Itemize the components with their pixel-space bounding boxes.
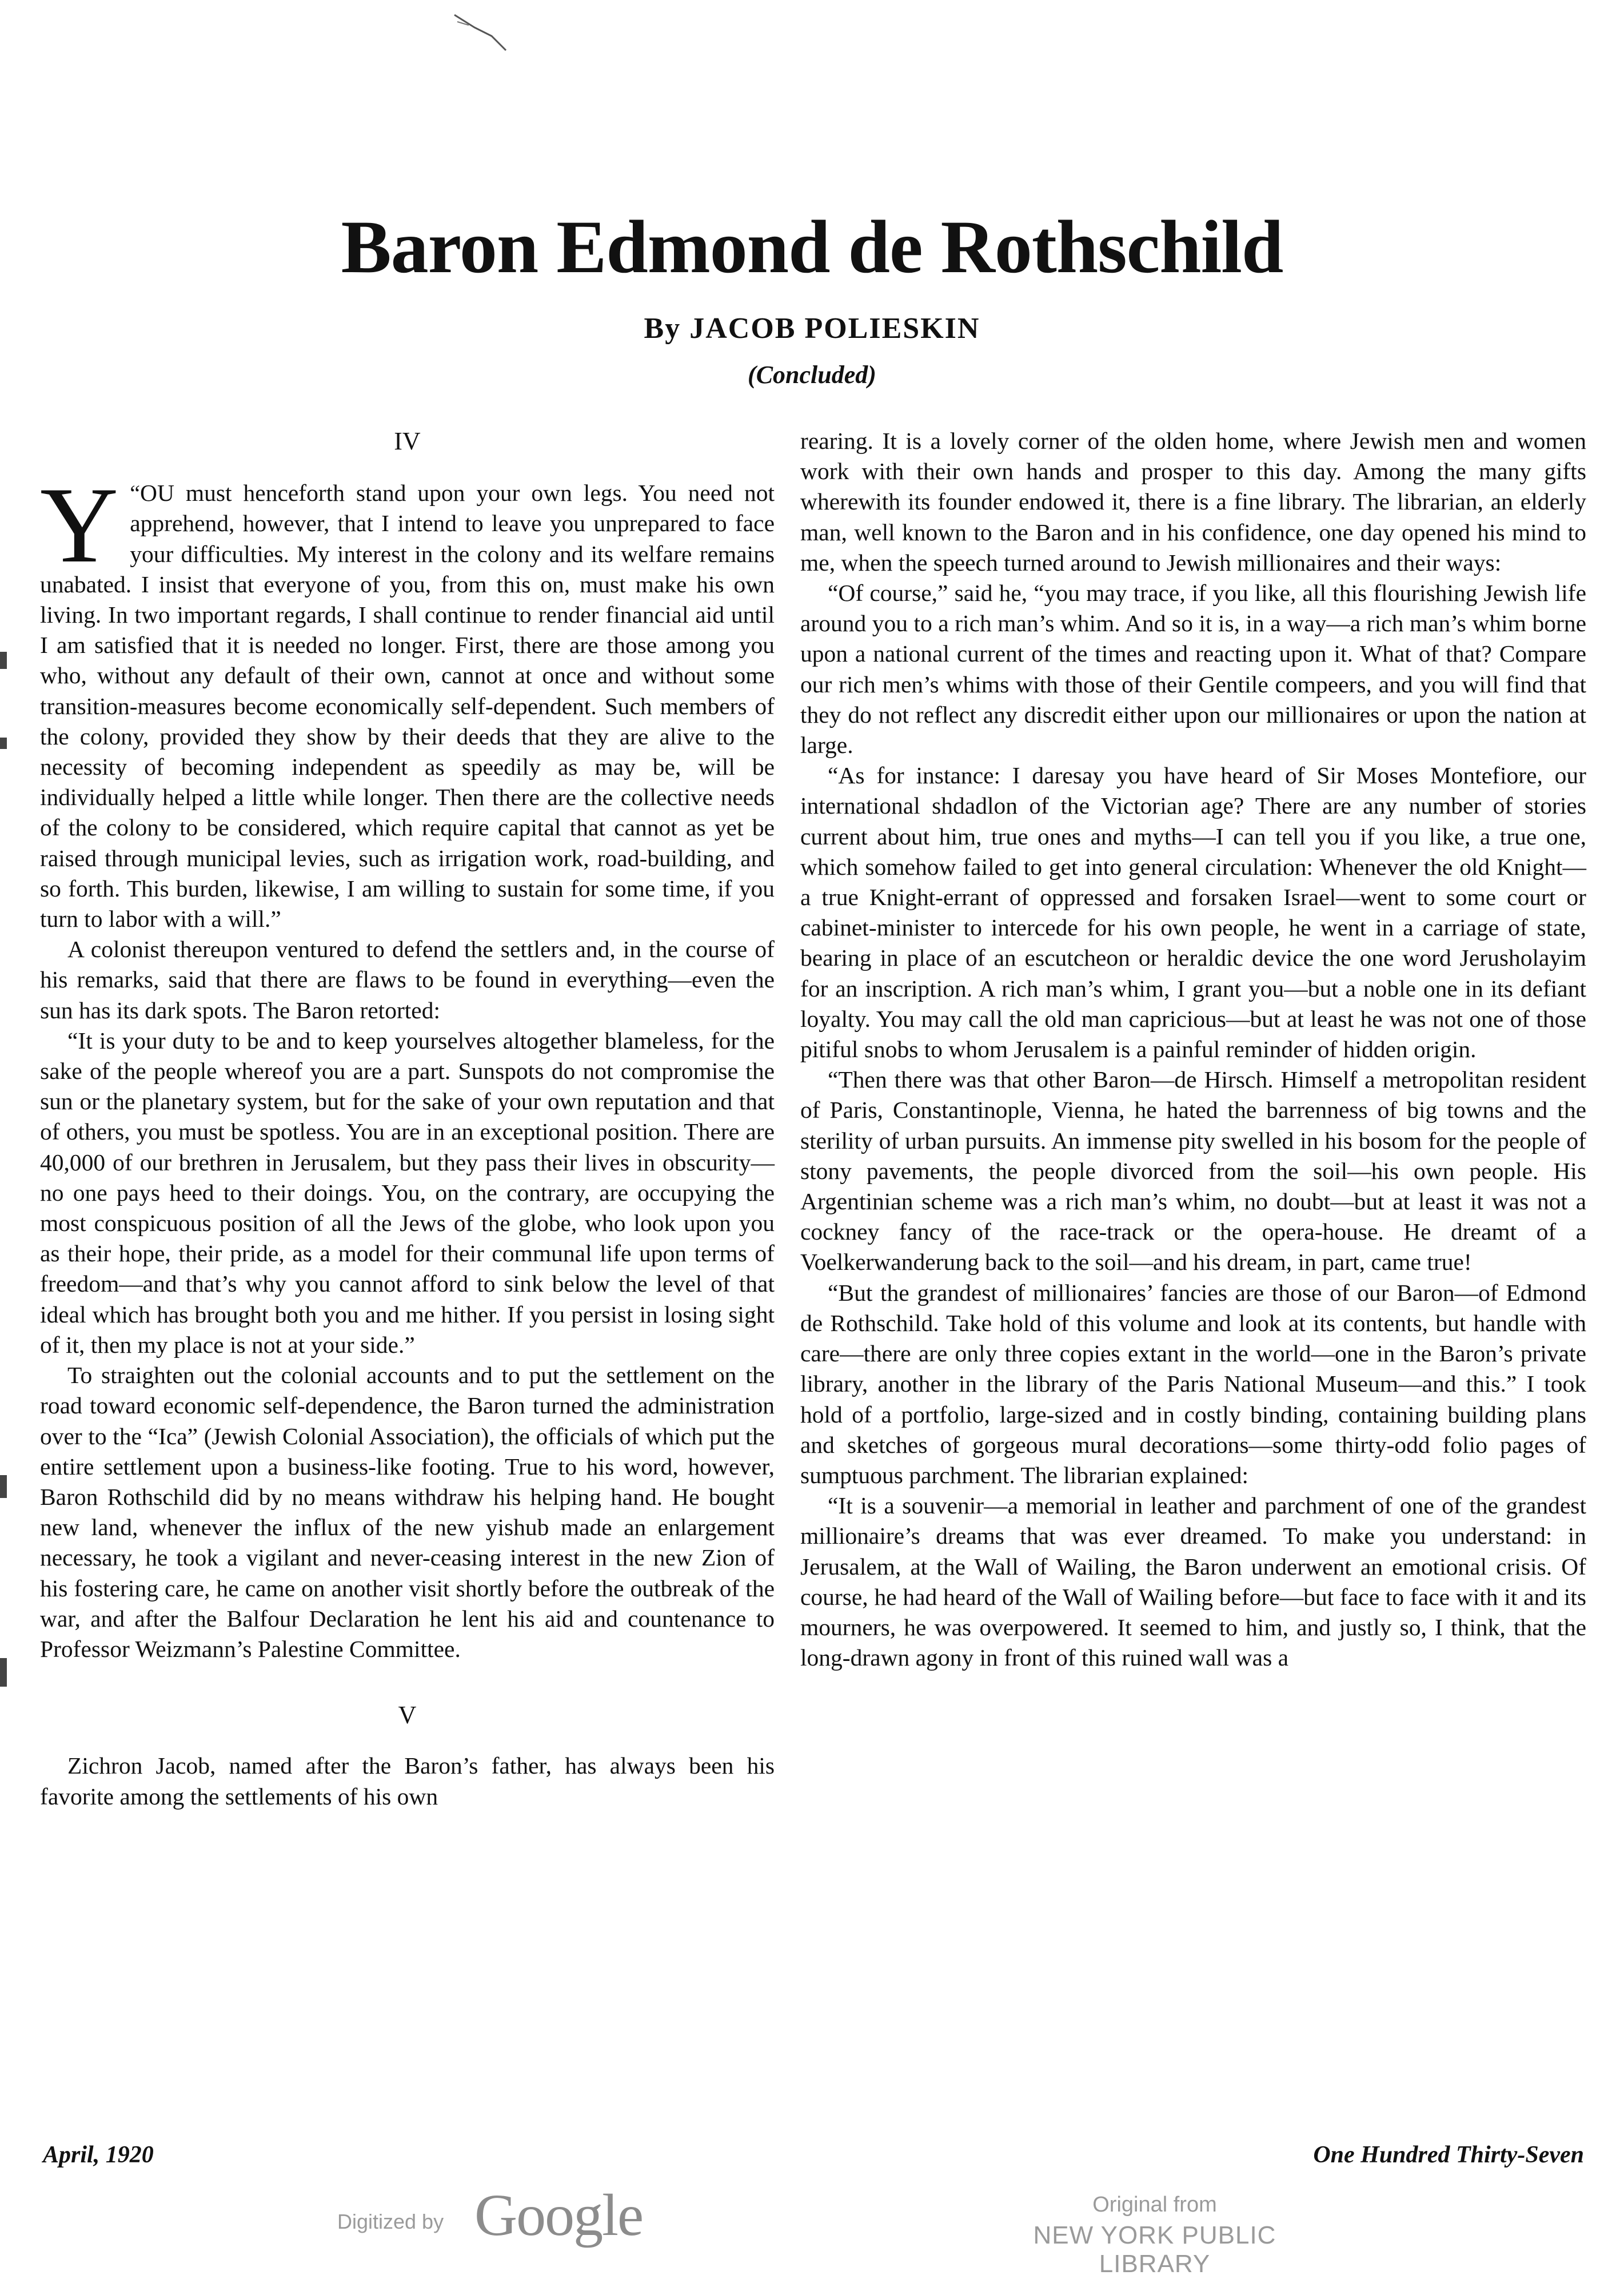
original-from-label: Original from <box>1092 2193 1217 2217</box>
paragraph: “As for instance: I daresay you have heard of Sir Moses Montefiore, our international shdadlon of the Victorian age? There are any number of stories current about him, true ones and myths—I can tell you if you like, a true one, which somehow failed to get into general circulation: Whenever the old Knight—a true Knight-errant of oppressed and forsaken Israel—went to some court or cabinet-minister to intercede for his own people, he went in a carriage of state, bearing in place of an escutcheon or heraldic device the one word Jerusholayim for an inscription. A rich man’s whim, I grant you—but a noble one in its defiant loyalty. You may call the old man capricious—but at least he was not one of those pitiful snobs to whom Jerusalem is a painful reminder of hidden origin. <box>800 762 1586 1063</box>
paragraph: “It is your duty to be and to keep yourselves altogether blameless, for the sake of the people whereof you are a part. Sunspots do not compromise the sun or the planetary system, but for the sake of your own reputation and that of others, you must be spotless. You are in an exceptional position. There are 40,000 of our brethren in Jerusalem, but they pass their lives in obscurity—no one pays heed to their doings. You, on the contrary, are occupying the most conspicuous position of all the Jews of the globe, who look upon you as their hope, their pride, as a model for their communal life upon terms of freedom—and that’s why you cannot afford to sink below the level of that ideal which has brought both you and me hither. If you persist in losing sight of it, then my place is not at your side.” <box>40 1027 775 1358</box>
right-column <box>800 426 1586 1673</box>
paragraph: Zichron Jacob, named after the Baron’s father, has always been his favorite among the settlements of his own <box>40 1752 775 1810</box>
scan-edge-mark <box>0 652 7 669</box>
paragraph-text: OU must henceforth stand upon your own legs. You need not apprehend, however, that I intend to leave you unprepared to face your difficulties. My interest in the colony and its welfare remains unabated. I insist that everyone of you, from this on, must make his own living. In two important regards, I shall continue to render financial aid until I am satisfied that it is needed no longer. First, there are those among you who, without any default of their own, cannot at once and without some transition-measures become economically self-dependent. Such members of the colony, provided they show by their deeds that they are alive to the necessity of becoming independent as speedily as may be, will be individually helped a little while longer. Then there are the collective needs of the colony to be considered, which require capital that cannot as yet be raised through municipal levies, such as irrigation work, road-building, and so forth. This burden, likewise, I am willing to sustain for some time, if you turn to labor with a will.” <box>40 480 775 933</box>
paragraph: “But the grandest of millionaires’ fancies are those of our Baron—of Edmond de Rothschild. Take hold of this volume and look at its contents, but handle with care—there are only three copies extant in the world—one in the Baron’s private library, another in the library of the Paris National Museum—and this.” I took hold of a portfolio, large-sized and in costly binding, containing building plans and sketches of gorgeous mural decorations—some thirty-odd folio pages of sumptuous parchment. The librarian explained: <box>800 1279 1586 1488</box>
left-column <box>40 426 775 1812</box>
scan-edge-mark <box>0 1658 7 1687</box>
paragraph: “Then there was that other Baron—de Hirsch. Himself a metropolitan resident of Paris, Constantinople, Vienna, he hated the barrenness of big towns and the sterility of urban pursuits. An immense pity swelled in his bosom for the people of stony pavements, the people divorced from the soil—his own people. His Argentinian scheme was a rich man’s whim, no doubt—but at least it was not a cockney fancy of the race-track or the opera-house. He dreamt of a Voelkerwanderung back to the soil—and his dream, in part, came true! <box>800 1066 1586 1276</box>
library-name: NEW YORK PUBLIC LIBRARY <box>1033 2221 1276 2278</box>
section-heading-v: V <box>398 1701 417 1730</box>
paragraph: “Of course,” said he, “you may trace, if you like, all this flourishing Jewish life around you to a rich man’s whim. And so it is, in a way—a rich man’s whim borne upon a national current of the times and reacting upon it. What of that? Compare our rich men’s whims with those of their Gentile compeers, and you will find that they do not reflect any discredit either upon our millionaires or upon the nation at large. <box>800 580 1586 759</box>
paragraph: rearing. It is a lovely corner of the olden home, where Jewish men and women work with their own hands and prosper to this day. Among the many gifts wherewith its founder endowed it, there is a fine library. The librarian, an elderly man, well known to the Baron and in his confidence, one day opened his mind to me, when the speech turned around to Jewish millionaires and their ways: <box>800 428 1586 576</box>
paragraph-opening <box>40 465 775 934</box>
scan-edge-mark <box>0 1475 7 1498</box>
article-title: Baron Edmond de Rothschild <box>341 205 1283 289</box>
paragraph: To straighten out the colonial accounts and to put the settlement on the road toward economic self-dependence, the Baron turned the administration over to the “Ica” (Jewish Colonial Association), the officials of which put the entire settlement upon a business-like footing. True to his word, however, Baron Rothschild did by no means withdraw his helping hand. He bought new land, whenever the influx of the new yishub made an enlargement necessary, he took a vigilant and never-ceasing interest in the new Zion of his fostering care, he came on another visit shortly before the outbreak of the war, and after the Balfour Declaration he lent his aid and countenance to Professor Weizmann’s Palestine Committee. <box>40 1362 775 1662</box>
footer-page-number: One Hundred Thirty-Seven <box>1313 2142 1584 2168</box>
scan-artifact <box>452 10 514 62</box>
section-heading-iv: IV <box>394 427 421 455</box>
paragraph: “It is a souvenir—a memorial in leather and parchment of one of the grandest millionaire’s dreams that was ever dreamed. To make you understand: in Jerusalem, at the Wall of Wailing, the Baron underwent an emotional crisis. Of course, he had heard of the Wall of Wailing before—but face to face with it and its mourners, he was overpowered. It seemed to him, and justly so, I think, that the long-drawn agony in front of this ruined wall was a <box>800 1492 1586 1671</box>
paragraph: A colonist thereupon ventured to defend the settlers and, in the course of his remarks, said that there are flaws to be found in everything—even the sun has its dark spots. The Baron retorted: <box>40 936 775 1023</box>
scan-edge-mark <box>0 738 7 749</box>
opening-quote-mark: “ <box>130 480 140 507</box>
footer-date: April, 1920 <box>43 2142 154 2168</box>
google-logo: Google <box>474 2182 643 2248</box>
article-subtitle: (Concluded) <box>748 361 876 389</box>
digitized-by-label: Digitized by <box>337 2210 444 2233</box>
drop-cap: Y <box>40 465 119 586</box>
article-byline: By JACOB POLIESKIN <box>644 312 980 345</box>
